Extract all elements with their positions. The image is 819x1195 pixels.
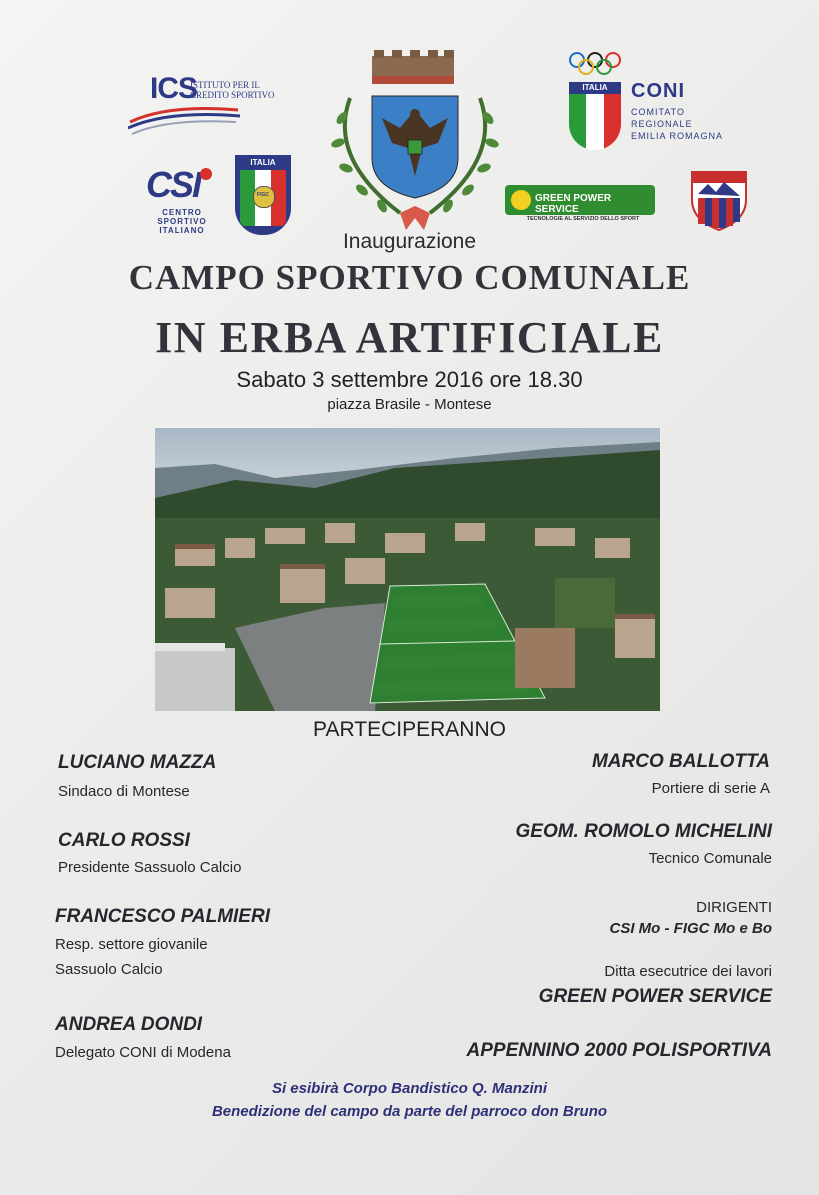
- title-line-2: IN ERBA ARTIFICIALE: [155, 313, 664, 362]
- municipal-crest-icon: [320, 48, 510, 233]
- participant-name: CSI Mo - FIGC Mo e Bo: [609, 920, 772, 937]
- ics-logo: [128, 72, 293, 138]
- green-power-tagline: TECNOLOGIE AL SERVIZIO DELLO SPORT: [526, 216, 640, 222]
- coni-line3: EMILIA ROMAGNA: [631, 131, 724, 141]
- coni-line2: REGIONALE: [631, 119, 693, 129]
- participant-name: FRANCESCO PALMIERI: [55, 906, 270, 927]
- participant-role: Presidente Sassuolo Calcio: [58, 859, 242, 876]
- coni-subtitle: [631, 106, 723, 142]
- kicker-text: Inaugurazione: [342, 230, 477, 253]
- sun-icon: [511, 190, 531, 210]
- participant-name: CARLO ROSSI: [58, 830, 190, 851]
- ics-full-name: ISTITUTO PER IL CREDITO SPORTIVO: [190, 80, 275, 100]
- csi-dot-icon: [200, 168, 212, 180]
- participant-role: Sassuolo Calcio: [55, 961, 163, 978]
- participant-name: MARCO BALLOTTA: [591, 751, 770, 772]
- participant-role: Portiere di serie A: [651, 780, 770, 797]
- coni-line1: COMITATO: [631, 107, 685, 117]
- participant-role: DIRIGENTI: [696, 899, 772, 916]
- italia-shield-icon: [569, 82, 621, 150]
- participant-role: Sindaco di Montese: [58, 783, 190, 800]
- figc-italia-text: ITALIA: [250, 158, 276, 167]
- coni-italia-text: ITALIA: [582, 83, 608, 92]
- figc-shield-icon: [235, 155, 289, 233]
- csi-line3: ITALIANO: [159, 226, 205, 235]
- participant-name: LUCIANO MAZZA: [58, 752, 217, 773]
- participant-name: ANDREA DONDI: [55, 1014, 203, 1035]
- participant-role: Tecnico Comunale: [648, 850, 772, 867]
- olympic-rings-icon: [567, 50, 627, 78]
- event-date: Sabato 3 settembre 2016 ore 18.30: [236, 367, 583, 392]
- coni-name: CONI: [631, 80, 685, 102]
- event-place: piazza Brasile - Montese: [327, 396, 492, 413]
- participant-role: Resp. settore giovanile: [55, 936, 208, 953]
- figc-text: FIGC: [257, 192, 269, 198]
- participant-name: GREEN POWER SERVICE: [538, 986, 772, 1007]
- participant-name: APPENNINO 2000 POLISPORTIVA: [466, 1040, 772, 1061]
- coni-logo: [565, 48, 740, 158]
- ics-acronym: ICS: [150, 72, 198, 105]
- csi-line1: CENTRO: [162, 208, 202, 217]
- csi-line2: SPORTIVO: [157, 217, 207, 226]
- participants-heading: PARTECIPERANNO: [313, 718, 506, 741]
- aerial-photo: [155, 428, 660, 711]
- green-power-logo: [505, 185, 655, 225]
- csi-logo: [142, 162, 222, 234]
- title-line-1: CAMPO SPORTIVO COMUNALE: [128, 258, 691, 297]
- footer-line-2: Benedizione del campo da parte del parroco don Bruno: [211, 1103, 608, 1120]
- participant-name: GEOM. ROMOLO MICHELINI: [515, 821, 772, 842]
- participant-role: Ditta esecutrice dei lavori: [604, 963, 772, 980]
- club-shield-icon: [690, 170, 748, 232]
- footer-line-1: Si esibirà Corpo Bandistico Q. Manzini: [271, 1080, 548, 1097]
- ics-swoosh-icon: [128, 102, 248, 138]
- csi-acronym: CSI: [146, 164, 201, 205]
- green-power-name: GREEN POWER SERVICE: [535, 193, 612, 215]
- participant-role: Delegato CONI di Modena: [55, 1044, 231, 1061]
